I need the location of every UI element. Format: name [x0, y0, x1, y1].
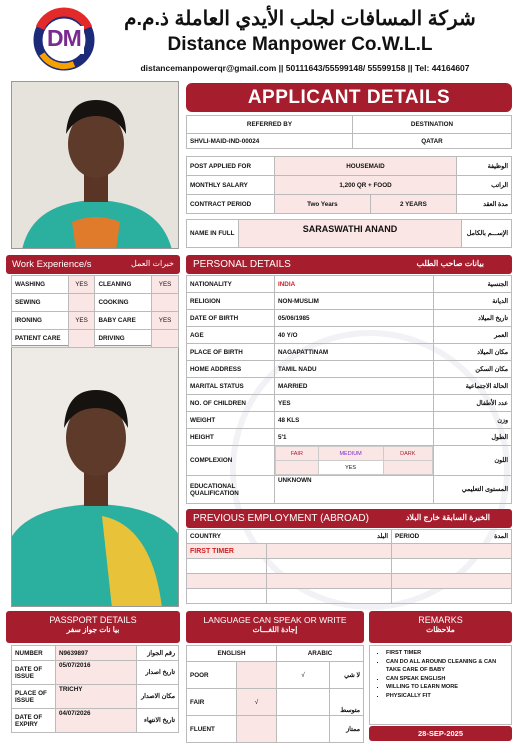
education-value: UNKNOWN: [275, 476, 434, 504]
personal-title: PERSONAL DETAILS: [193, 259, 291, 270]
applicant-photo: [11, 81, 179, 249]
contract-value-2: 2 YEARS: [370, 195, 456, 214]
contract-label-ar: مدة العقد: [457, 195, 512, 214]
lang-english: ENGLISH: [187, 646, 277, 662]
remarks-title-ar: ملاحظات: [426, 625, 455, 634]
language-title-ar: إجادة اللغـــات: [252, 625, 298, 634]
name-label: NAME IN FULL: [187, 220, 239, 248]
passport-label: DATE OF ISSUE: [12, 661, 56, 685]
personal-label: NO. OF CHILDREN: [187, 395, 275, 412]
personal-label: NATIONALITY: [187, 276, 275, 293]
personal-title-ar: بيانات صاحب الطلب: [416, 259, 484, 268]
complexion-label-ar: اللون: [434, 446, 512, 476]
personal-value: 40 Y/O: [275, 327, 434, 344]
personal-value: NAGAPATTINAM: [275, 344, 434, 361]
work-skill-value: YES: [68, 312, 95, 330]
prev-table: [186, 529, 512, 604]
passport-value: TRICHY: [56, 685, 137, 709]
personal-label-ar: الجنسية: [434, 276, 512, 293]
passport-label: NUMBER: [12, 646, 56, 661]
personal-header: [186, 255, 512, 274]
personal-label-ar: الديانة: [434, 293, 512, 310]
personal-value: INDIA: [275, 276, 434, 293]
personal-label: RELIGION: [187, 293, 275, 310]
ref-code: SHVLI-MAID-IND-00024: [187, 134, 353, 149]
name-value: SARASWATHI ANAND: [239, 220, 462, 248]
work-skill-value: [68, 294, 95, 312]
personal-label-ar: مكان الميلاد: [434, 344, 512, 361]
post-value: HOUSEMAID: [275, 157, 457, 176]
work-skill-label: WASHING: [12, 276, 69, 294]
passport-value: 05/07/2016: [56, 661, 137, 685]
remarks-box: [369, 645, 512, 725]
lang-arabic: ARABIC: [277, 646, 364, 662]
remarks-date: 28-SEP-2025: [369, 726, 512, 741]
passport-label-ar: تاريخ اصدار: [137, 661, 179, 685]
referral-table: [186, 115, 512, 149]
company-logo: [30, 6, 100, 72]
personal-value: YES: [275, 395, 434, 412]
work-table: [11, 275, 179, 348]
personal-value: TAMIL NADU: [275, 361, 434, 378]
passport-label: DATE OF EXPIRY: [12, 709, 56, 733]
work-skill-value: YES: [68, 276, 95, 294]
passport-header: [6, 611, 180, 643]
referred-by-label: REFERRED BY: [187, 116, 353, 134]
work-skill-value: [68, 330, 95, 348]
personal-value: 05/06/1985: [275, 310, 434, 327]
work-header: [6, 255, 180, 274]
language-header: [186, 611, 364, 643]
lang-poor-ar: لا شي: [330, 662, 364, 689]
complexion-fair: FAIR: [276, 447, 319, 461]
personal-value: 48 KLS: [275, 412, 434, 429]
personal-label: DATE OF BIRTH: [187, 310, 275, 327]
personal-value: MARRIED: [275, 378, 434, 395]
destination-label: DESTINATION: [353, 116, 512, 134]
remarks-title: REMARKS: [418, 615, 463, 625]
passport-label-ar: رقم الجواز: [137, 646, 179, 661]
post-label-ar: الوظيفة: [457, 157, 512, 176]
remark-item: ▪ FIRST TIMER: [386, 649, 507, 658]
remark-item: ▪ PHYSICALLY FIT: [386, 692, 507, 701]
personal-label-ar: وزن: [434, 412, 512, 429]
prev-period-label: PERIOD: [392, 530, 452, 544]
personal-label-ar: عدد الأطفال: [434, 395, 512, 412]
name-table: [186, 219, 512, 248]
personal-label-ar: تاريخ الميلاد: [434, 310, 512, 327]
work-skill-label: DRIVING: [95, 330, 152, 348]
job-table: [186, 156, 512, 214]
personal-label: HEIGHT: [187, 429, 275, 446]
salary-label: MONTHLY SALARY: [187, 176, 275, 195]
work-skill-label: COOKING: [95, 294, 152, 312]
education-label-ar: المستوى التعليمي: [434, 476, 512, 504]
remarks-list: [386, 649, 507, 700]
work-skill-value: YES: [152, 276, 179, 294]
work-skill-value: [152, 330, 179, 348]
salary-label-ar: الراتب: [457, 176, 512, 195]
complexion-label: COMPLEXION: [187, 446, 275, 476]
passport-title: PASSPORT DETAILS: [49, 615, 137, 625]
passport-value: 04/07/2026: [56, 709, 137, 733]
work-skill-label: CLEANING: [95, 276, 152, 294]
personal-value: NON-MUSLIM: [275, 293, 434, 310]
personal-value: 5'1: [275, 429, 434, 446]
salary-value: 1,200 QR + FOOD: [275, 176, 457, 195]
prev-first-timer: FIRST TIMER: [187, 544, 267, 559]
personal-label: AGE: [187, 327, 275, 344]
passport-label-ar: تاريخ الانتهاء: [137, 709, 179, 733]
prev-country-label: COUNTRY: [187, 530, 267, 544]
work-skill-label: SEWING: [12, 294, 69, 312]
personal-label-ar: مكان السكن: [434, 361, 512, 378]
prev-period-ar: المدة: [452, 530, 512, 544]
work-title-ar: خبرات العمل: [131, 259, 174, 268]
personal-label: PLACE OF BIRTH: [187, 344, 275, 361]
logo-text: DM: [47, 25, 81, 51]
personal-label-ar: العمر: [434, 327, 512, 344]
post-label: POST APPLIED FOR: [187, 157, 275, 176]
company-name-en: Distance Manpower Co.W.L.L: [167, 34, 433, 55]
company-contact: distancemanpowerqr@gmail.com || 50111643/55599148/ 55599158 || Tel: 44164607: [140, 63, 470, 73]
passport-value: N9639897: [56, 646, 137, 661]
page-title: APPLICANT DETAILS: [186, 83, 512, 112]
lang-fair-ar: متوسط: [330, 689, 364, 716]
prev-header: [186, 509, 512, 528]
prev-title: PREVIOUS EMPLOYMENT (ABROAD): [193, 513, 369, 524]
work-title: Work Experience/s: [12, 259, 92, 270]
remarks-header: [369, 611, 512, 643]
name-label-ar: الإســـم بالكامل: [462, 220, 512, 248]
work-skill-label: BABY CARE: [95, 312, 152, 330]
prev-country-ar: البلد: [267, 530, 392, 544]
work-skill-value: YES: [152, 312, 179, 330]
personal-label: MARITAL STATUS: [187, 378, 275, 395]
lang-fluent: FLUENT: [187, 716, 237, 743]
personal-label-ar: الطول: [434, 429, 512, 446]
prev-title-ar: الخبرة السابقة خارج البلاد: [405, 513, 490, 522]
education-label: EDUCATIONAL QUALIFICATION: [187, 476, 275, 504]
complexion-medium: MEDIUM: [318, 447, 383, 461]
lang-fluent-ar: ممتاز: [330, 716, 364, 743]
passport-title-ar: بيا نات جواز سفر: [66, 625, 120, 634]
work-skill-value: [152, 294, 179, 312]
passport-table: [11, 645, 179, 733]
language-title: LANGUAGE CAN SPEAK OR WRITE: [203, 615, 347, 625]
personal-table: [186, 275, 512, 504]
remark-item: ▪ CAN SPEAK ENGLISH: [386, 675, 507, 684]
remark-item: ▪ WILLING TO LEARN MORE: [386, 683, 507, 692]
complexion-dark: DARK: [383, 447, 432, 461]
applicant-full-photo: [11, 345, 179, 607]
passport-label: PLACE OF ISSUE: [12, 685, 56, 709]
destination-value: QATAR: [353, 134, 512, 149]
lang-fair: FAIR: [187, 689, 237, 716]
work-skill-label: IRONING: [12, 312, 69, 330]
lang-poor: POOR: [187, 662, 237, 689]
personal-label-ar: الحالة الاجتماعية: [434, 378, 512, 395]
lang-arabic-poor-check: √: [277, 662, 330, 689]
company-name-ar: شركة المسافات لجلب الأيدي العاملة ذ.م.م: [124, 8, 476, 30]
work-skill-label: PATIENT CARE: [12, 330, 69, 348]
passport-label-ar: مكان الاصدار: [137, 685, 179, 709]
lang-english-fair-check: √: [237, 689, 277, 716]
complexion-selected: YES: [318, 461, 383, 475]
personal-label: WEIGHT: [187, 412, 275, 429]
contract-label: CONTRACT PERIOD: [187, 195, 275, 214]
personal-label: HOME ADDRESS: [187, 361, 275, 378]
language-table: [186, 645, 364, 743]
contract-value-1: Two Years: [275, 195, 371, 214]
remark-item: ▪ CAN DO ALL AROUND CLEANING & CAN TAKE CARE OF BABY: [386, 658, 507, 675]
